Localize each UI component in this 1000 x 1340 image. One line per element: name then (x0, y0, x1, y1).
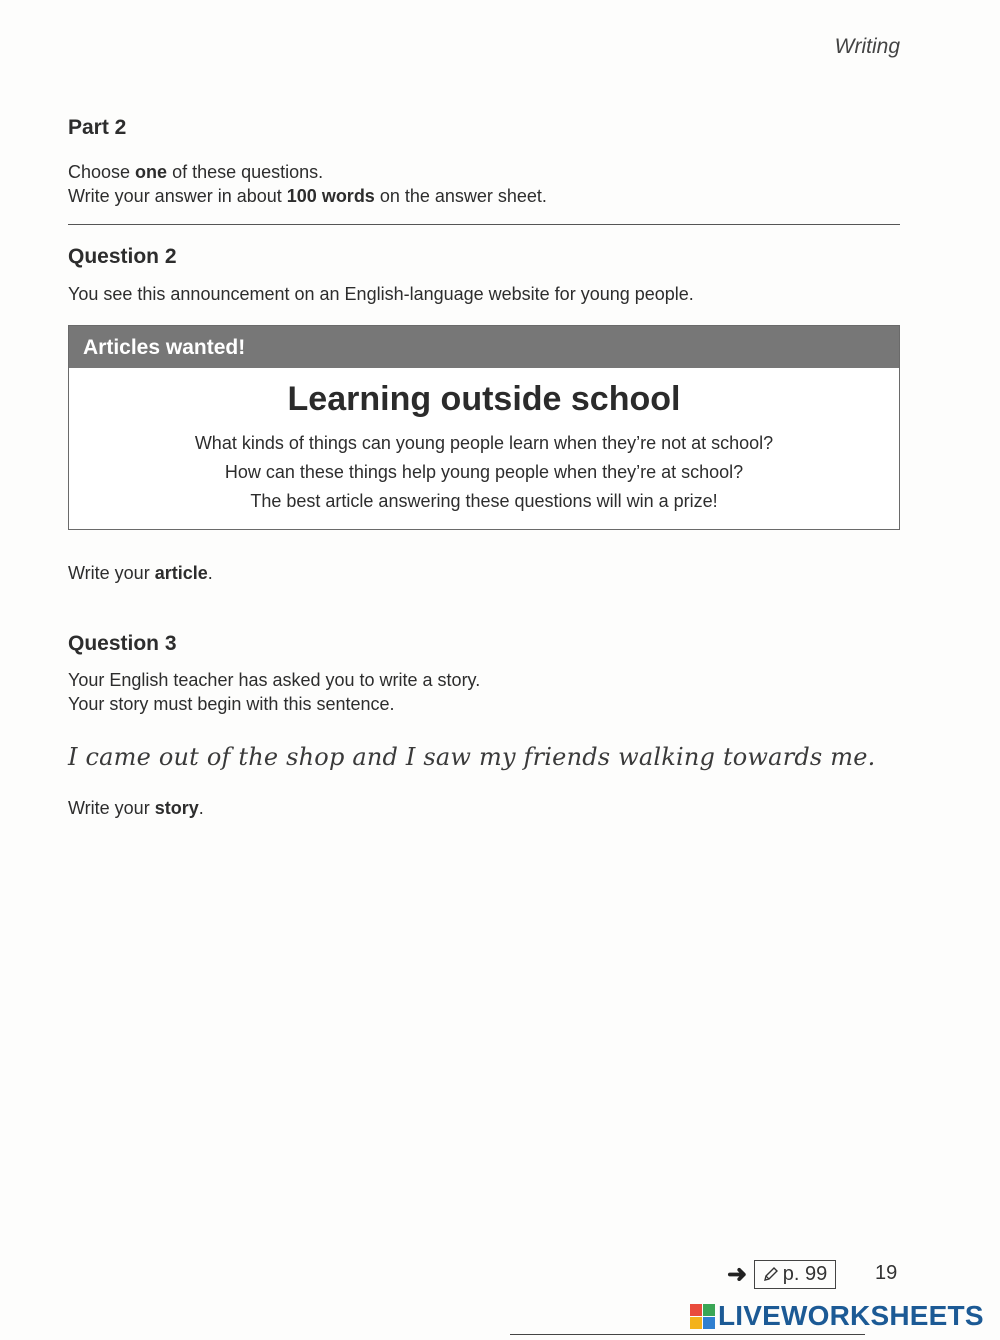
page-number: 19 (875, 1262, 898, 1284)
announcement-line: The best article answering these questions will win a prize! (250, 491, 718, 511)
pencil-icon (763, 1261, 779, 1288)
instruction-choose-bold: one (135, 162, 168, 182)
arrow-right-icon: ➜ (727, 1261, 748, 1288)
question-3-task-pre: Write your (68, 798, 155, 818)
question-2-intro: You see this announcement on an English-language website for young people. (68, 284, 694, 304)
announcement-header: Articles wanted! (69, 326, 899, 368)
question-3-title: Question 3 (68, 632, 177, 655)
instruction-choose (68, 160, 323, 184)
instruction-words (68, 184, 547, 208)
announcement-title: Learning outside school (287, 380, 681, 418)
page-footer (0, 1260, 1000, 1290)
liveworksheets-logo[interactable] (690, 1300, 984, 1332)
instruction-choose-pre: Choose (68, 162, 136, 182)
announcement-line: What kinds of things can young people learn when they’re not at school? (194, 433, 774, 453)
question-3-task-bold: story (154, 798, 199, 818)
announcement-box (68, 325, 900, 530)
question-3-task-post: . (198, 798, 204, 818)
story-opening-sentence: I came out of the shop and I saw my friends walking towards me. (68, 743, 876, 771)
question-2-task-bold: article (154, 563, 208, 583)
instruction-words-pre: Write your answer in about (68, 186, 287, 206)
page-reference-text: p. 99 (782, 1263, 828, 1285)
announcement-line: How can these things help young people when they’re at school? (224, 462, 744, 482)
logo-mark-icon (690, 1304, 715, 1329)
question-2-task (68, 561, 213, 585)
instruction-choose-post: of these questions. (167, 162, 324, 182)
question-3-intro-2: Your story must begin with this sentence. (68, 694, 395, 714)
question-3-intro-1: Your English teacher has asked you to write a story. (68, 670, 481, 690)
part-title: Part 2 (68, 116, 127, 139)
question-2-title: Question 2 (68, 245, 177, 268)
announcement-questions (69, 429, 899, 516)
section-header: Writing (834, 35, 900, 58)
question-2-task-post: . (207, 563, 213, 583)
question-3-task (68, 796, 204, 820)
instruction-words-bold: 100 words (286, 186, 375, 206)
page-reference-box[interactable] (754, 1260, 836, 1289)
instruction-words-post: on the answer sheet. (374, 186, 547, 206)
question-2-task-pre: Write your (68, 563, 155, 583)
bottom-rule (510, 1334, 865, 1335)
section-divider (68, 224, 900, 225)
logo-text: LIVEWORKSHEETS (718, 1300, 984, 1331)
